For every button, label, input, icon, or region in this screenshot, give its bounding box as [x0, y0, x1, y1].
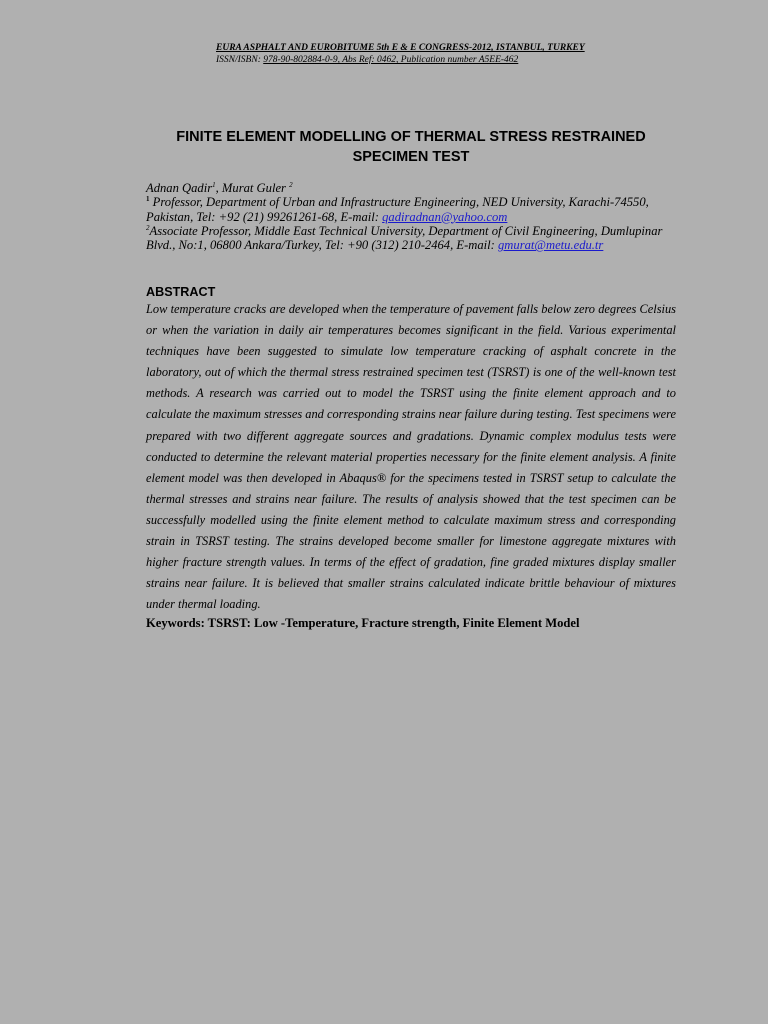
affiliation-1-superscript: 1 [146, 195, 150, 204]
author-1-email-link[interactable]: qadiradnan@yahoo.com [382, 209, 508, 224]
author-2-superscript: 2 [289, 181, 293, 189]
paper-title: FINITE ELEMENT MODELLING OF THERMAL STRESS RESTRAINED SPECIMEN TEST [176, 129, 646, 165]
author-2-email-link[interactable]: gmurat@metu.edu.tr [498, 238, 604, 253]
isbn-line [216, 54, 656, 66]
affiliation-1-text: Professor, Department of Urban and Infrastructure Engineering, NED University, Karachi-74550, Pakistan, Tel: +92 (21) 99261261-68, E-mail: [146, 195, 649, 224]
abstract-body: Low temperature cracks are developed when the temperature of pavement falls below zero degrees Celsius or when the variation in daily air temperatures becomes significant in the field. Various experimental techniques have been suggested to simulate low temperature cracking of asphalt concrete in the laboratory, out of which the thermal stress restrained specimen test (TSRST) is one of the well-known test methods. A research was carried out to model the TSRST using the finite element approach and to calculate the maximum stresses and corresponding strains near failure during testing. Test specimens were prepared with two different aggregate sources and gradations. Dynamic complex modulus tests were conducted to determine the relevant material properties necessary for the finite element analysis. A finite element model was then developed in Abaqus® for the specimens tested in TSRST setup to calculate the thermal stresses and strains near failure. The results of analysis showed that the test specimen can be successfully modelled using the finite element method to calculate maximum stress and corresponding strain in TSRST testing. The strains developed become smaller for limestone aggregate mixtures with higher fracture strength values. In terms of the effect of gradation, fine graded mixtures display smaller strains near failure. It is believed that smaller strains calculated indicate brittle behaviour of mixtures under thermal loading. [146, 302, 676, 612]
author-2-name: Murat Guler [221, 181, 290, 195]
isbn-label: ISSN/ISBN: [216, 55, 264, 65]
affiliation-2-superscript: 2 [146, 223, 150, 232]
affiliation-2 [146, 224, 676, 253]
conference-name: EURA ASPHALT AND EUROBITUME 5th E & E CONGRESS-2012, ISTANBUL, TURKEY [216, 43, 585, 53]
author-separator: , [215, 181, 222, 195]
author-block [146, 181, 676, 252]
author-names [146, 181, 676, 195]
author-1-name: Adnan Qadir [146, 181, 213, 195]
isbn-reference: 978-90-802884-0-9, Abs Ref: 0462, Publication number A5EE-462 [263, 55, 519, 65]
author-1-superscript: 1 [212, 181, 216, 189]
keywords-line: Keywords: TSRST: Low -Temperature, Fracture strength, Finite Element Model [146, 616, 580, 630]
affiliation-2-text: Associate Professor, Middle East Technical University, Department of Civil Engineering, Dumlupinar Blvd., No:1, 06800 Ankara/Turkey, Tel: +90 (312) 210-2464, E-mail: [146, 223, 663, 253]
abstract-heading: ABSTRACT [146, 285, 216, 299]
conference-header [216, 42, 656, 66]
affiliation-1 [146, 195, 676, 224]
